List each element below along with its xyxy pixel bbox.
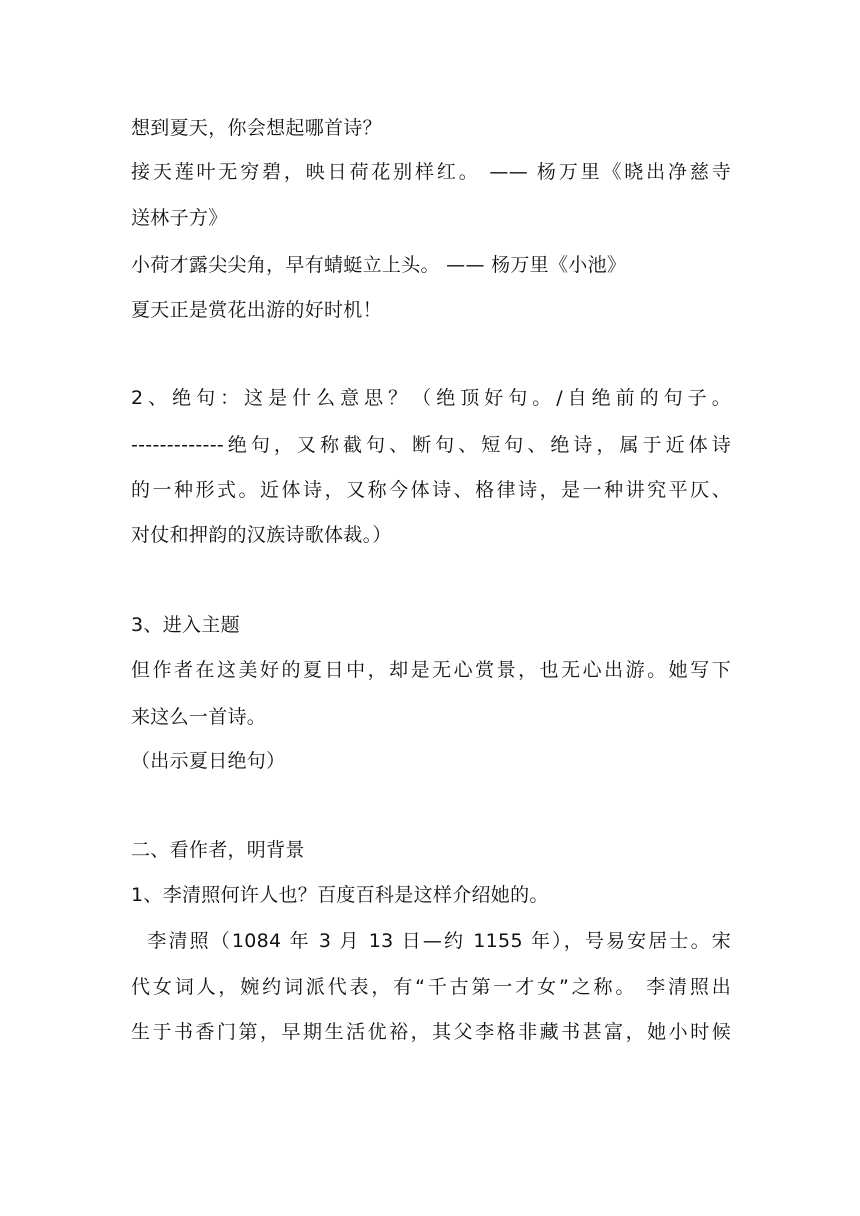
text-line: 代女词人，婉约词派代表，有“千古第一才女”之称。 李清照出	[131, 976, 731, 998]
text-line: 但作者在这美好的夏日中，却是无心赏景，也无心出游。她写下	[131, 659, 731, 681]
text-line: 生于书香门第，早期生活优裕，其父李格非藏书甚富，她小时候	[131, 1021, 731, 1043]
text-line: 送林子方》	[131, 207, 228, 229]
text-line: 的一种形式。近体诗，又称今体诗、格律诗，是一种讲究平仄、	[131, 479, 731, 501]
section-heading: 二、看作者，明背景	[131, 839, 305, 861]
text-line: 对仗和押韵的汉族诗歌体裁。）	[131, 524, 392, 546]
text-line: 李清照（1084 年 3 月 13 日—约 1155 年），号易安居士。宋	[131, 930, 731, 952]
text-line: 来这么一首诗。	[131, 706, 267, 728]
section-heading: 3、进入主题	[131, 614, 240, 636]
text-line: -------------绝句，又称截句、断句、短句、绝诗，属于近体诗	[131, 434, 731, 456]
section-heading: 2、绝句：这是什么意思？（绝顶好句。/自绝前的句子。	[131, 387, 731, 409]
text-line: 1、李清照何许人也？百度百科是这样介绍她的。	[131, 884, 549, 906]
text-line: 小荷才露尖尖角，早有蜻蜓立上头。 —— 杨万里《小池》	[131, 254, 627, 276]
text-line: （出示夏日绝句）	[131, 750, 286, 772]
text-line: 夏天正是赏花出游的好时机！	[131, 299, 382, 321]
text-line: 想到夏天，你会想起哪首诗？	[131, 117, 382, 139]
text-line: 接天莲叶无穷碧，映日荷花别样红。 —— 杨万里《晓出净慈寺	[131, 161, 731, 183]
